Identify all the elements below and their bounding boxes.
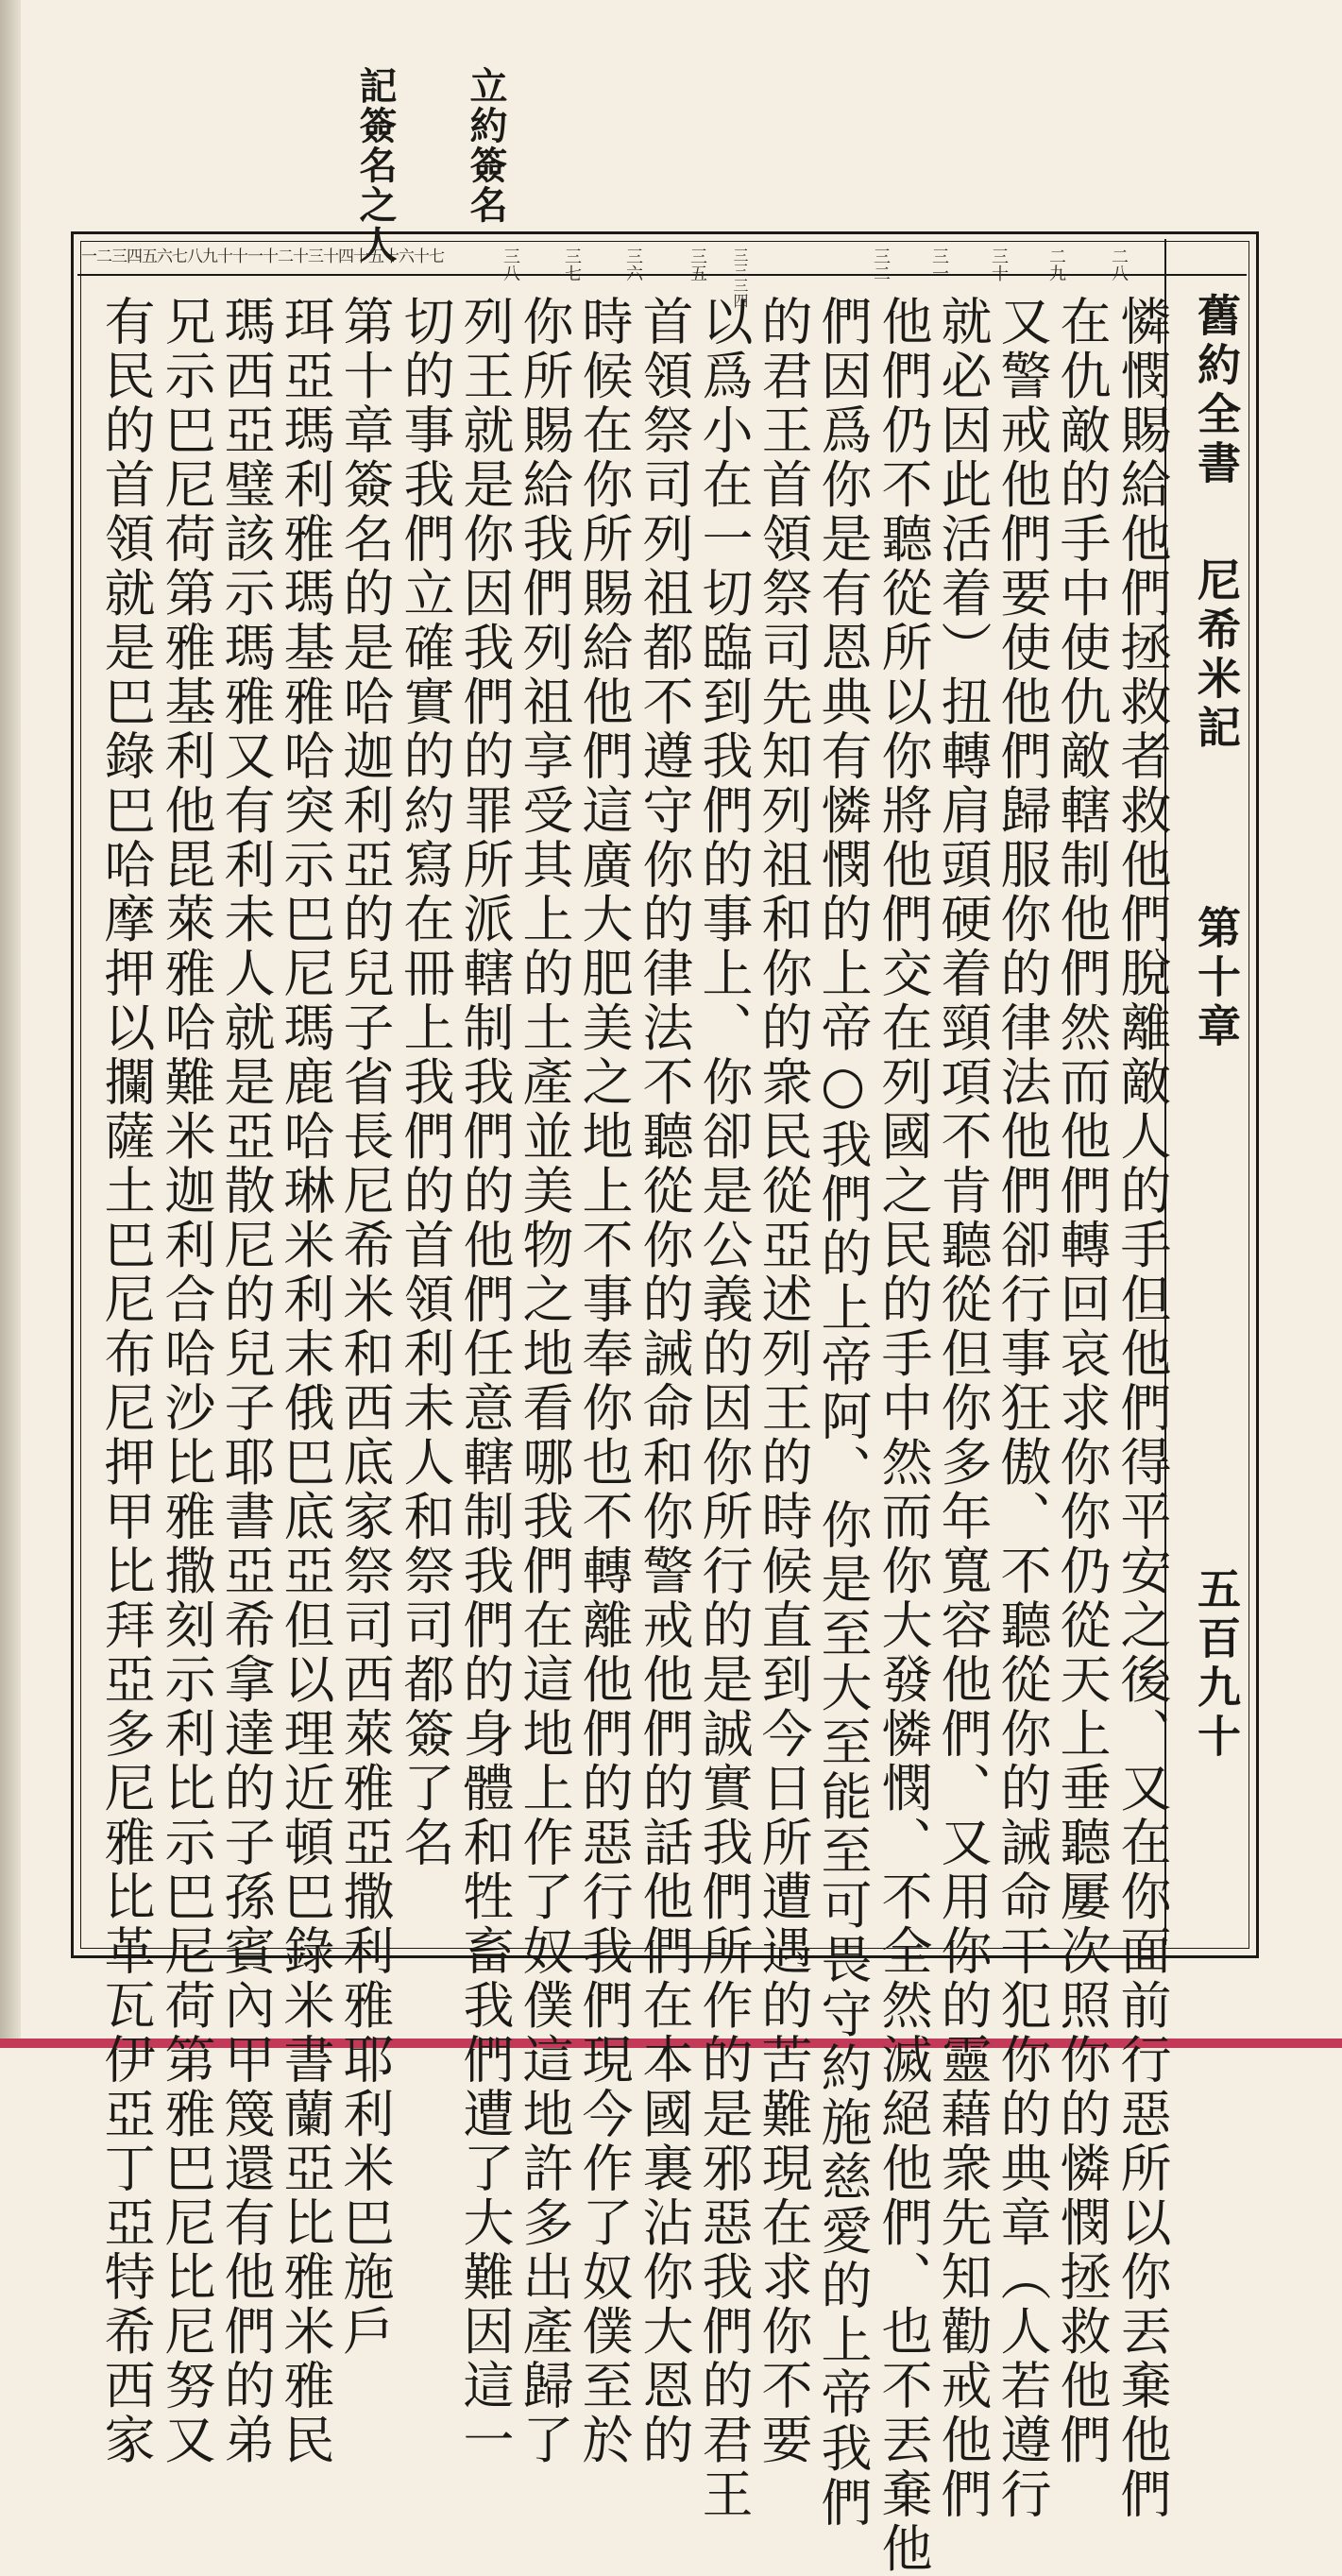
text-column: 首領祭司列祖都不遵守你的律法不聽從你的誡命和你警戒他們的話他們在本國裏沾你大恩的 [635,295,694,2467]
verse-number: 三五 [688,247,707,281]
page-edge [0,0,21,2048]
verse-number: 三八 [501,247,520,281]
text-column: 時候在你所賜給他們這廣大肥美之地上不事奉你也不轉離他們的惡行我們現今作了奴僕至於 [574,295,634,2467]
text-column: 就必因此活着）扭轉肩頭硬着頸項不肯聽從但你多年寬容他們、又用你的靈藉衆先知勸戒他們 [933,295,993,2522]
text-column: 有民的首領就是巴錄巴哈摩押以攔薩土巴尼布尼押甲比拜亞多尼雅比革瓦伊亞丁亞特希西家 [96,295,156,2467]
verse-number: 三二 [871,247,891,281]
text-column: 珥亞瑪利雅瑪基雅哈突示巴尼瑪鹿哈琳米利末俄巴底亞但以理近頓巴錄米書蘭亞比雅米雅民 [276,295,335,2467]
verse-number-rule [77,274,1247,276]
text-column: 們因爲你是有恩典有憐憫的上帝○我們的上帝阿、你是至大至能至可畏守約施慈愛的上帝我們 [813,295,873,2531]
sign-heading: 立約簽名 [464,66,508,225]
running-head-chapter: 第十章 [1191,905,1242,1052]
verse-number: 三七 [562,247,582,281]
text-column: 他們仍不聽從所以你將他們交在列國之民的手中然而你大發憐憫、不全然滅絕他們、也不丟棄他 [874,295,933,2576]
text-column: 切的事我們立確實的約寫在冊上我們的首領利未人和祭司都簽了名 [396,295,455,1870]
text-column: 在仇敵的手中使仇敵轄制他們然而他們轉回哀求你你仍從天上垂聽屢次照你的憐憫拯救他們 [1052,295,1112,2467]
verse-number: 三三三四 [731,247,749,308]
page-number: 五百九十 [1191,1566,1242,1763]
text-column: 兄示巴尼荷第雅基利他毘萊雅哈難米迦利合哈沙比雅撒刻示利比示巴尼荷第雅巴尼比尼努又 [157,295,216,2467]
text-column: 又警戒他們要使他們歸服你的律法他們卻行事狂傲、不聽從你的誡命干犯你的典章（人若遵行 [993,295,1052,2522]
text-column: 列王就是你因我們的罪所派轄制我們的他們任意轄制我們的身體和牲畜我們遭了大難因這一 [455,295,515,2467]
text-column: 憐憫賜給他們拯救者救他們脫離敵人的手但他們得平安之後、又在你面前行惡所以你丟棄他們 [1113,295,1172,2522]
verse-number: 二八 [1109,247,1129,281]
verse-number: 三十 [989,247,1009,281]
running-head-book: 尼希米記 [1191,557,1242,754]
text-column: 以爲小在一切臨到我們的事上、你卻是公義的因你所行的是誠實我們所作的是邪惡我們的君王 [694,295,754,2522]
text-column: 瑪西亞璧該示瑪雅又有利未人就是亞散尼的兒子耶書亞希拿達的子孫賓內甲篾還有他們的弟 [216,295,276,2467]
verse-number: 三一 [929,247,949,281]
text-column: 的君王首領祭司先知列祖和你的衆民從亞述列王的時候直到今日所遭遇的苦難現在求你不要 [754,295,813,2467]
recorder-heading: 記簽名之人 [353,66,398,264]
text-column: 第十章簽名的是哈迦利亞的兒子省長尼希米和西底家祭司西萊雅亞撒利雅耶利米巴施戶 [335,295,395,2359]
verse-number: 二九 [1046,247,1066,281]
verse-number: 三六 [623,247,643,281]
chapter-ten-verse-numbers: 一二三四五六七八九十十一十二十三十四十五十六十七 [81,247,444,266]
text-column: 你所賜給我們列祖享受其上的土產並美物之地看哪我們在這地上作了奴僕這地許多出產歸了 [515,295,574,2467]
running-head-title: 舊約全書 [1191,293,1242,489]
